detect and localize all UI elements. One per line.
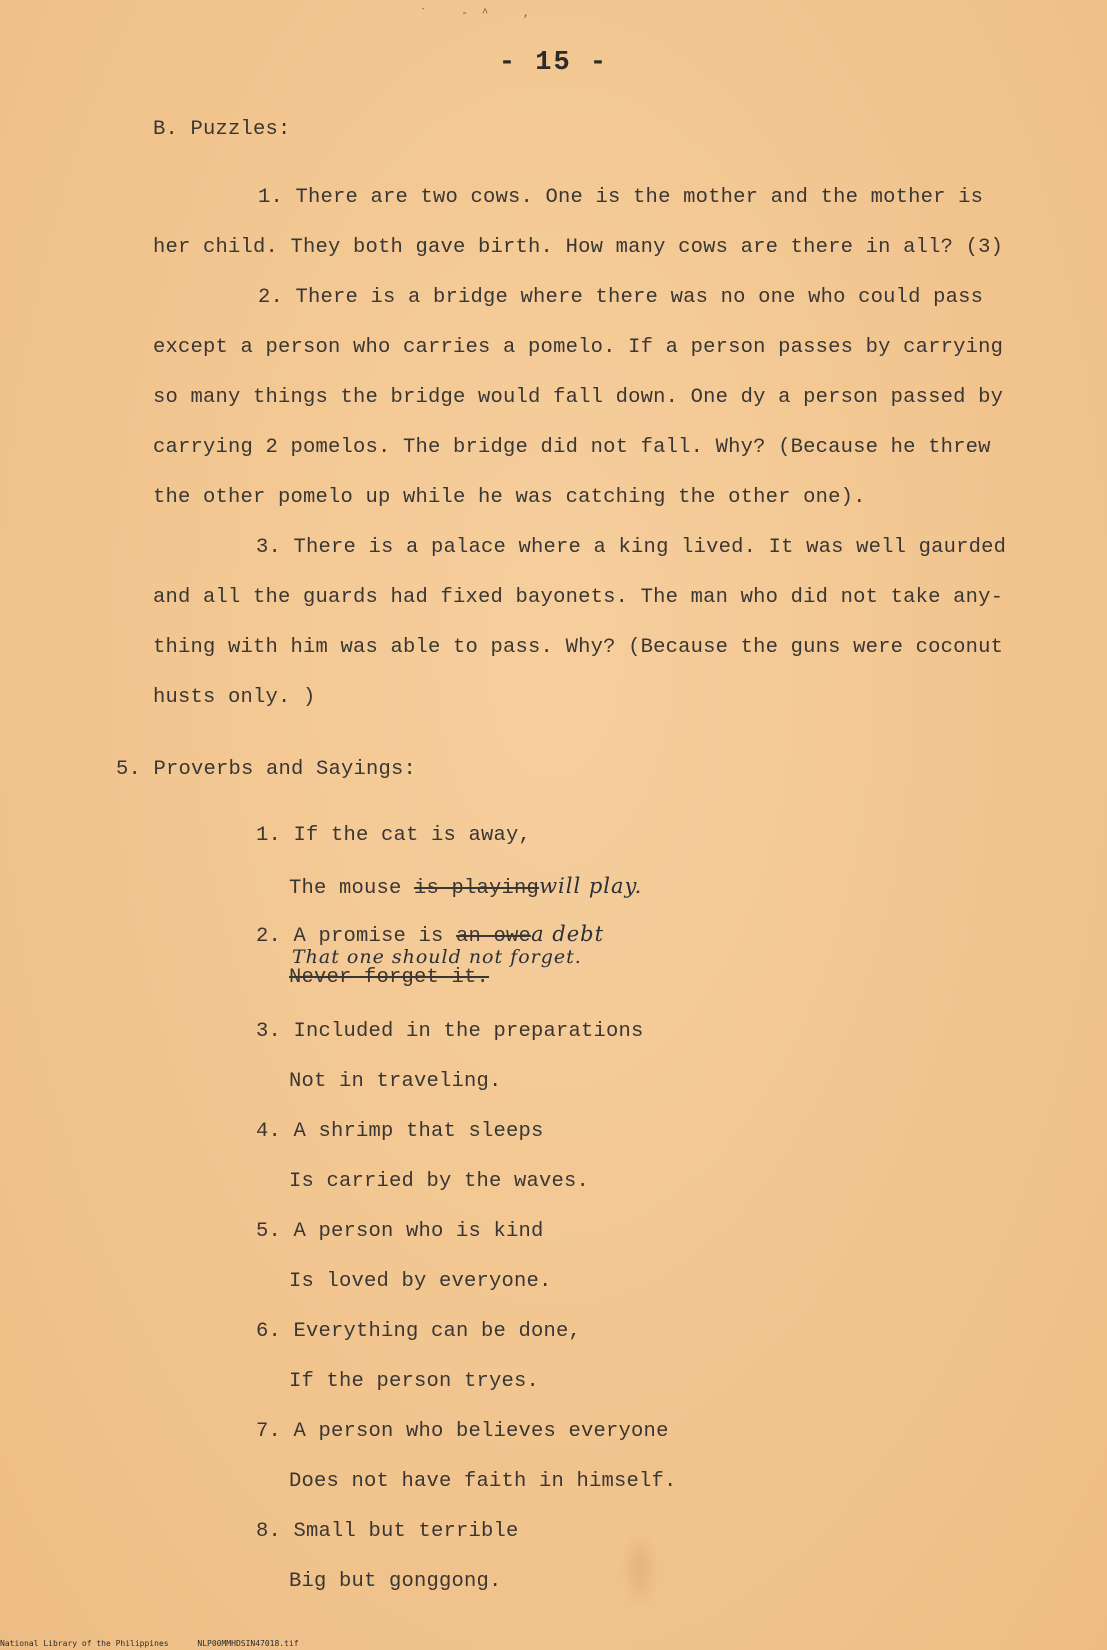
proverb-4-line-1: 4. A shrimp that sleeps <box>256 1120 544 1143</box>
proverb-3-line-2: Not in traveling. <box>289 1070 502 1093</box>
proverb-1-line-2 <box>289 874 642 900</box>
page-number: - 15 - <box>498 48 609 78</box>
puzzle-2-line-5: the other pomelo up while he was catching the other one). <box>153 486 866 509</box>
puzzle-1-line-1: 1. There are two cows. One is the mother and the mother is <box>258 186 984 209</box>
proverb-7-line-2: Does not have faith in himself. <box>289 1470 677 1493</box>
proverb-2-handwritten-correction: a debt <box>531 922 605 946</box>
proverb-1-struck-text: is playing <box>414 877 540 900</box>
proverb-3-line-1: 3. Included in the preparations <box>256 1020 644 1043</box>
footer-file-id: NLP00MMHDSIN47018.tif <box>197 1639 299 1648</box>
proverb-6-line-1: 6. Everything can be done, <box>256 1320 582 1343</box>
puzzles-heading: B. Puzzles: <box>153 118 291 141</box>
footer <box>0 1639 323 1648</box>
proverbs-heading: 5. Proverbs and Sayings: <box>116 758 417 781</box>
proverb-2-struck-text: an owe <box>456 925 532 948</box>
puzzle-1-line-2: her child. They both gave birth. How many cows are there in all? (3) <box>153 236 1004 259</box>
proverb-7-line-1: 7. A person who believes everyone <box>256 1420 669 1443</box>
proverb-2-line-1 <box>256 922 604 948</box>
puzzle-2-line-3: so many things the bridge would fall down. One dy a person passed by <box>153 386 1004 409</box>
proverb-1-line-1: 1. If the cat is away, <box>256 824 532 847</box>
proverb-1-handwritten-correction: will play. <box>539 874 643 898</box>
proverb-5-line-2: Is loved by everyone. <box>289 1270 552 1293</box>
proverb-1-typed: The mouse <box>289 877 415 900</box>
proverb-2-typed: 2. A promise is <box>256 925 457 948</box>
puzzle-3-line-2: and all the guards had fixed bayonets. The man who did not take any- <box>153 586 1004 609</box>
proverb-6-line-2: If the person tryes. <box>289 1370 540 1393</box>
puzzle-2-line-4: carrying 2 pomelos. The bridge did not fall. Why? (Because he threw <box>153 436 991 459</box>
proverb-2-struck-line: Never forget it. <box>289 966 490 989</box>
top-marks: ` -^ , <box>420 8 544 20</box>
proverb-2-handwritten-line: That one should not forget. <box>292 946 582 968</box>
proverb-8-line-2: Big but gonggong. <box>289 1570 502 1593</box>
puzzle-2-line-1: 2. There is a bridge where there was no one who could pass <box>258 286 984 309</box>
proverb-4-line-2: Is carried by the waves. <box>289 1170 590 1193</box>
footer-library: National Library of the Philippines <box>0 1639 169 1648</box>
proverb-8-line-1: 8. Small but terrible <box>256 1520 519 1543</box>
puzzle-3-line-3: thing with him was able to pass. Why? (Because the guns were coconut <box>153 636 1004 659</box>
proverb-5-line-1: 5. A person who is kind <box>256 1220 544 1243</box>
puzzle-2-line-2: except a person who carries a pomelo. If a person passes by carrying <box>153 336 1004 359</box>
puzzle-3-line-4: husts only. ) <box>153 686 316 709</box>
puzzle-3-line-1: 3. There is a palace where a king lived. It was well gaurded <box>256 536 1007 559</box>
paper-stain <box>620 1530 660 1610</box>
